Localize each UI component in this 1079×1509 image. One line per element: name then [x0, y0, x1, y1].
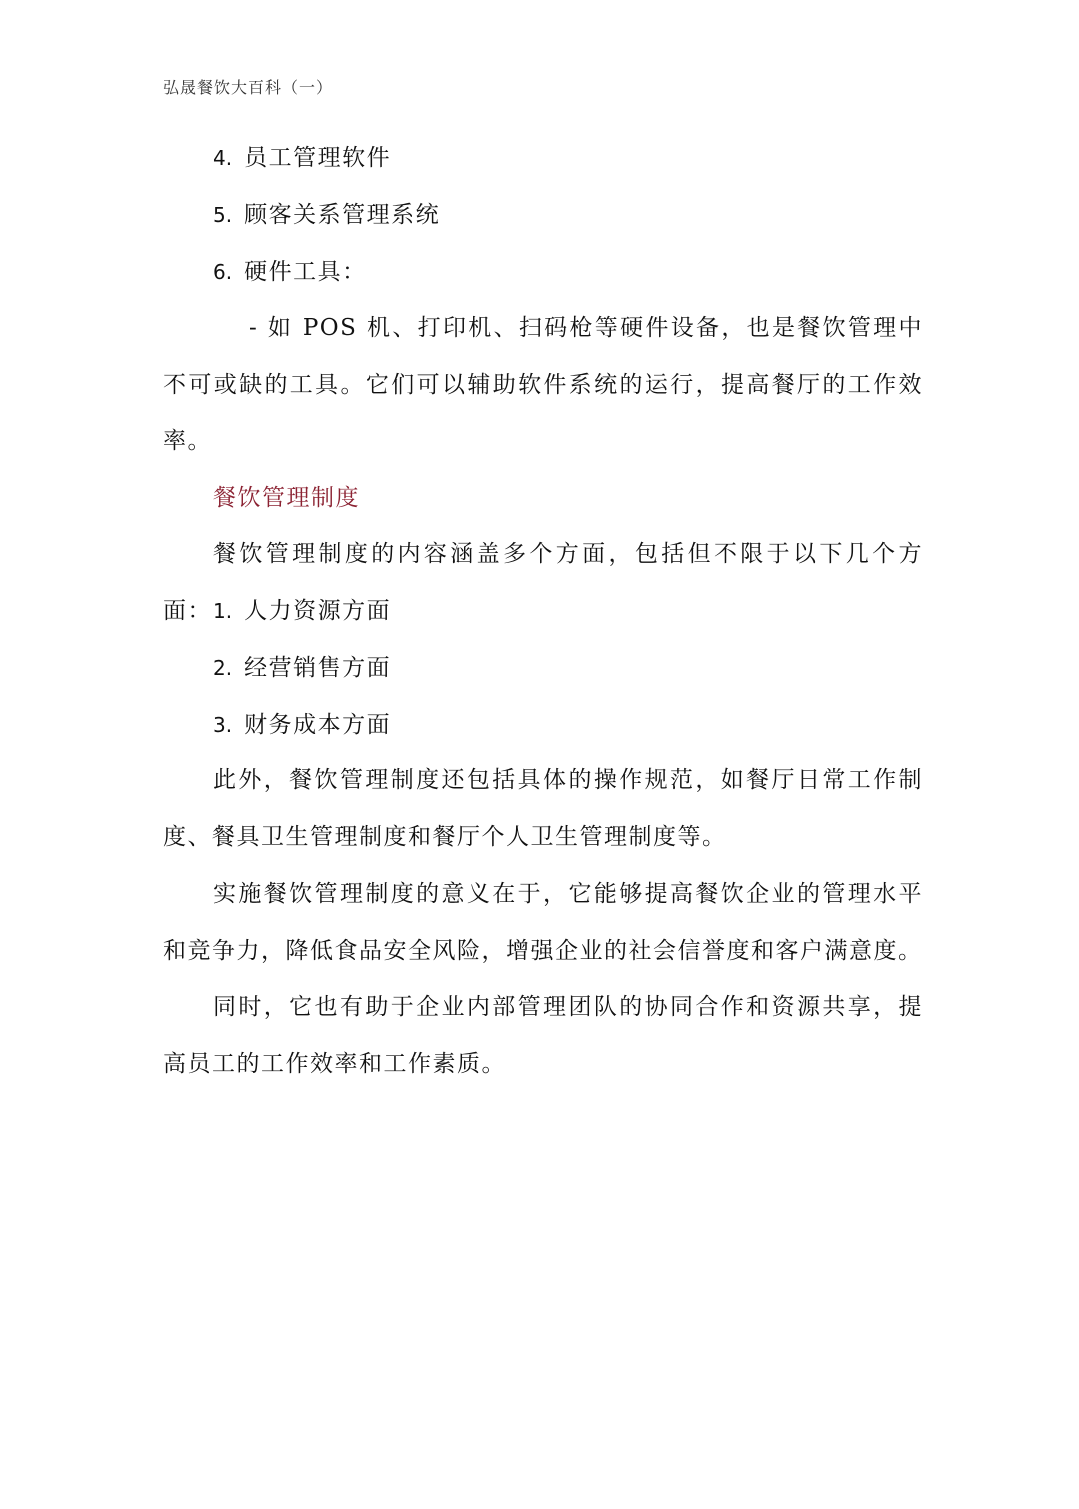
list-item-text: 经营销售方面 [244, 655, 392, 681]
list-item [213, 142, 391, 174]
section-heading: 餐饮管理制度 [213, 485, 360, 511]
list-item [213, 256, 367, 288]
body-paragraph: 此外，餐饮管理制度还包括具体的操作规范，如餐厅日常工作制度、餐具卫生管理制度和餐厅个人卫生管理制度等。 [163, 767, 923, 850]
hardware-note-paragraph: - 如 POS 机、打印机、扫码枪等硬件设备，也是餐饮管理中不可或缺的工具。它们可以辅助软件系统的运行，提高餐厅的工作效率。 [163, 315, 923, 454]
list-item [213, 595, 391, 627]
list-item-text: 硬件工具： [244, 259, 367, 285]
section-intro-paragraph: 餐饮管理制度的内容涵盖多个方面，包括但不限于以下几个方面： [163, 541, 923, 624]
body-paragraph: 同时，它也有助于企业内部管理团队的协同合作和资源共享，提高员工的工作效率和工作素质。 [163, 994, 923, 1077]
list-item-number: 1. [213, 599, 233, 623]
list-item-text: 人力资源方面 [244, 598, 392, 624]
list-item-text: 员工管理软件 [244, 145, 392, 171]
running-header: 弘晟餐饮大百科（一） [163, 78, 334, 97]
list-item-text: 顾客关系管理系统 [244, 202, 441, 228]
list-item [213, 709, 391, 741]
list-item [213, 199, 440, 231]
body-paragraph: 实施餐饮管理制度的意义在于，它能够提高餐饮企业的管理水平和竞争力，降低食品安全风险，增强企业的社会信誉度和客户满意度。 [163, 881, 923, 964]
list-item-number: 3. [213, 713, 233, 737]
list-item-text: 财务成本方面 [244, 712, 392, 738]
list-item-number: 6. [213, 260, 233, 284]
list-item-number: 5. [213, 203, 233, 227]
list-item-number: 4. [213, 146, 233, 170]
list-item-number: 2. [213, 656, 233, 680]
list-item [213, 652, 391, 684]
